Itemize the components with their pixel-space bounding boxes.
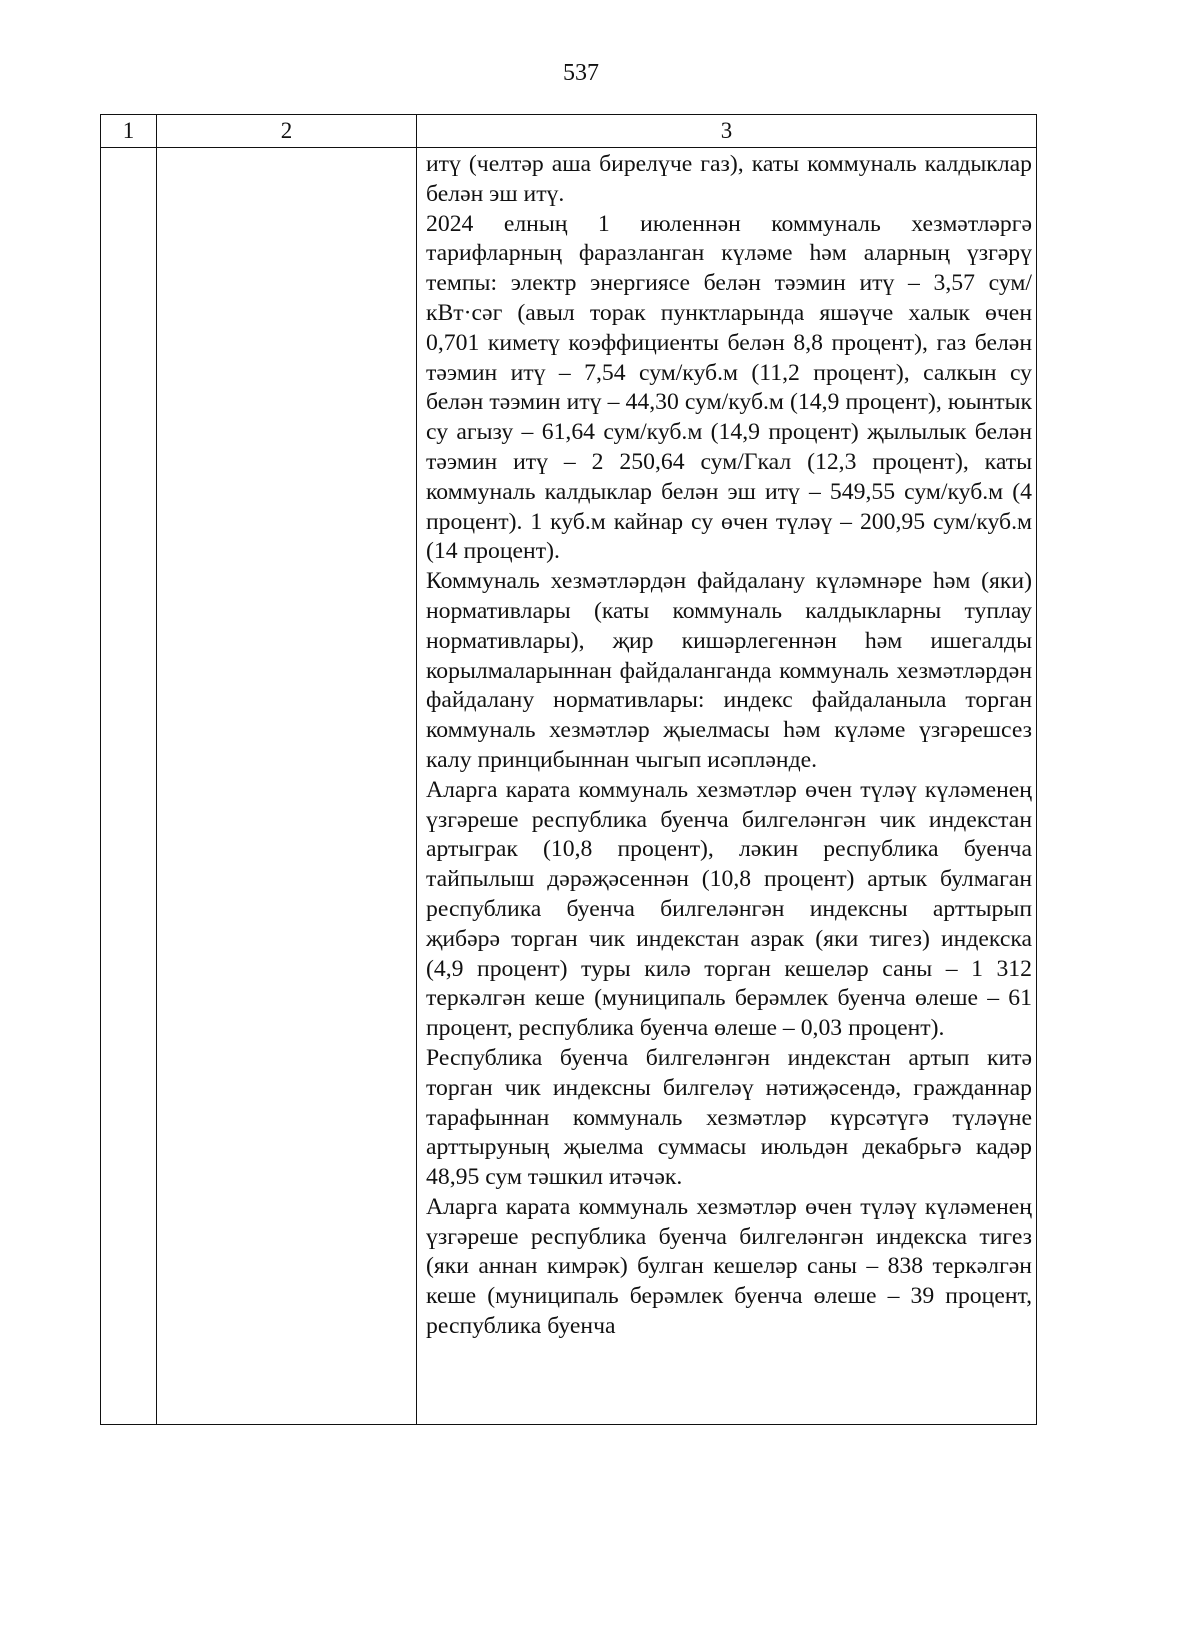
table-row [101, 148, 1037, 1425]
paragraph-6: Аларга карата коммуналь хезмәтләр өчен түләү күләменең үзгәреше республика буенча билгеләнгән индекска тигез (яки аннан кимрәк) булган кешеләр саны – 838 теркәлгән кеше (муниципаль берәмлек буенча өлеше – 39 процент, республика буенча [426, 1193, 1032, 1340]
cell-column-2 [157, 148, 417, 1425]
paragraph-1: итү (челтәр аша бирелүче газ), каты коммуналь калдыклар белән эш итү. [426, 151, 1032, 207]
cell-text-block [417, 148, 1036, 1342]
cell-column-1 [101, 148, 157, 1425]
column-header-1: 1 [101, 115, 157, 148]
paragraph-2: 2024 елның 1 июленнән коммуналь хезмәтләргә тарифларның фаразланган күләме һәм аларның үзгәрү темпы: электр энергиясе белән тәэмин итү – 3,57 сум/кВт·сәг (авыл торак пунктларында яшәүче халык өчен 0,701 киметү коэффициенты белән 8,8 процент), газ белән тәэмин итү – 7,54 сум/куб.м (11,2 процент), салкын су белән тәэмин итү – 44,30 сум/куб.м (14,9 процент), юынтык су агызу – 61,64 сум/куб.м (14,9 процент) җылылык белән тәэмин итү – 2 250,64 сум/Гкал (12,3 процент), каты коммуналь калдыклар белән эш итү – 549,55 сум/куб.м (4 процент). 1 куб.м кайнар су өчен түләү – 200,95 сум/куб.м (14 процент). [426, 210, 1032, 565]
column-header-2: 2 [157, 115, 417, 148]
column-header-3: 3 [417, 115, 1037, 148]
paragraph-5: Республика буенча билгеләнгән индекстан артып китә торган чик индексны билгеләү нәтиҗәсендә, гражданнар тарафыннан коммуналь хезмәтләр күрсәтүгә түләүне арттыруның җыелма суммасы июльдән декабрьгә кадәр 48,95 сум тәшкил итәчәк. [426, 1044, 1032, 1191]
paragraph-3: Коммуналь хезмәтләрдән файдалану күләмнәре һәм (яки) нормативлары (каты коммуналь калдыкларны туплау нормативлары), җир кишәрлегеннән һәм ишегалды корылмаларыннан файдаланганда коммуналь хезмәтләрдән файдалану нормативлары: индекс файдаланыла торган коммуналь хезмәтләр җыелмасы һәм күләме үзгәрешсез калу принцибыннан чыгып исәпләнде. [426, 568, 1032, 773]
cell-column-3 [417, 148, 1037, 1425]
page-number: 537 [563, 60, 599, 86]
data-table [100, 114, 1037, 1425]
table-header-row [101, 115, 1037, 148]
paragraph-4: Аларга карата коммуналь хезмәтләр өчен түләү күләменең үзгәреше республика буенча билгеләнгән чик индекстан артыграк (10,8 процент), ләкин республика буенча тайпылыш дәрәҗәсеннән (10,8 процент) артык булмаган республика буенча билгеләнгән индексны арттырып җибәрә торган чик индекстан азрак (яки тигез) индекска (4,9 процент) туры килә торган кешеләр саны – 1 312 теркәлгән кеше (муниципаль берәмлек буенча өлеше – 61 процент, республика буенча өлеше – 0,03 процент). [426, 776, 1032, 1042]
